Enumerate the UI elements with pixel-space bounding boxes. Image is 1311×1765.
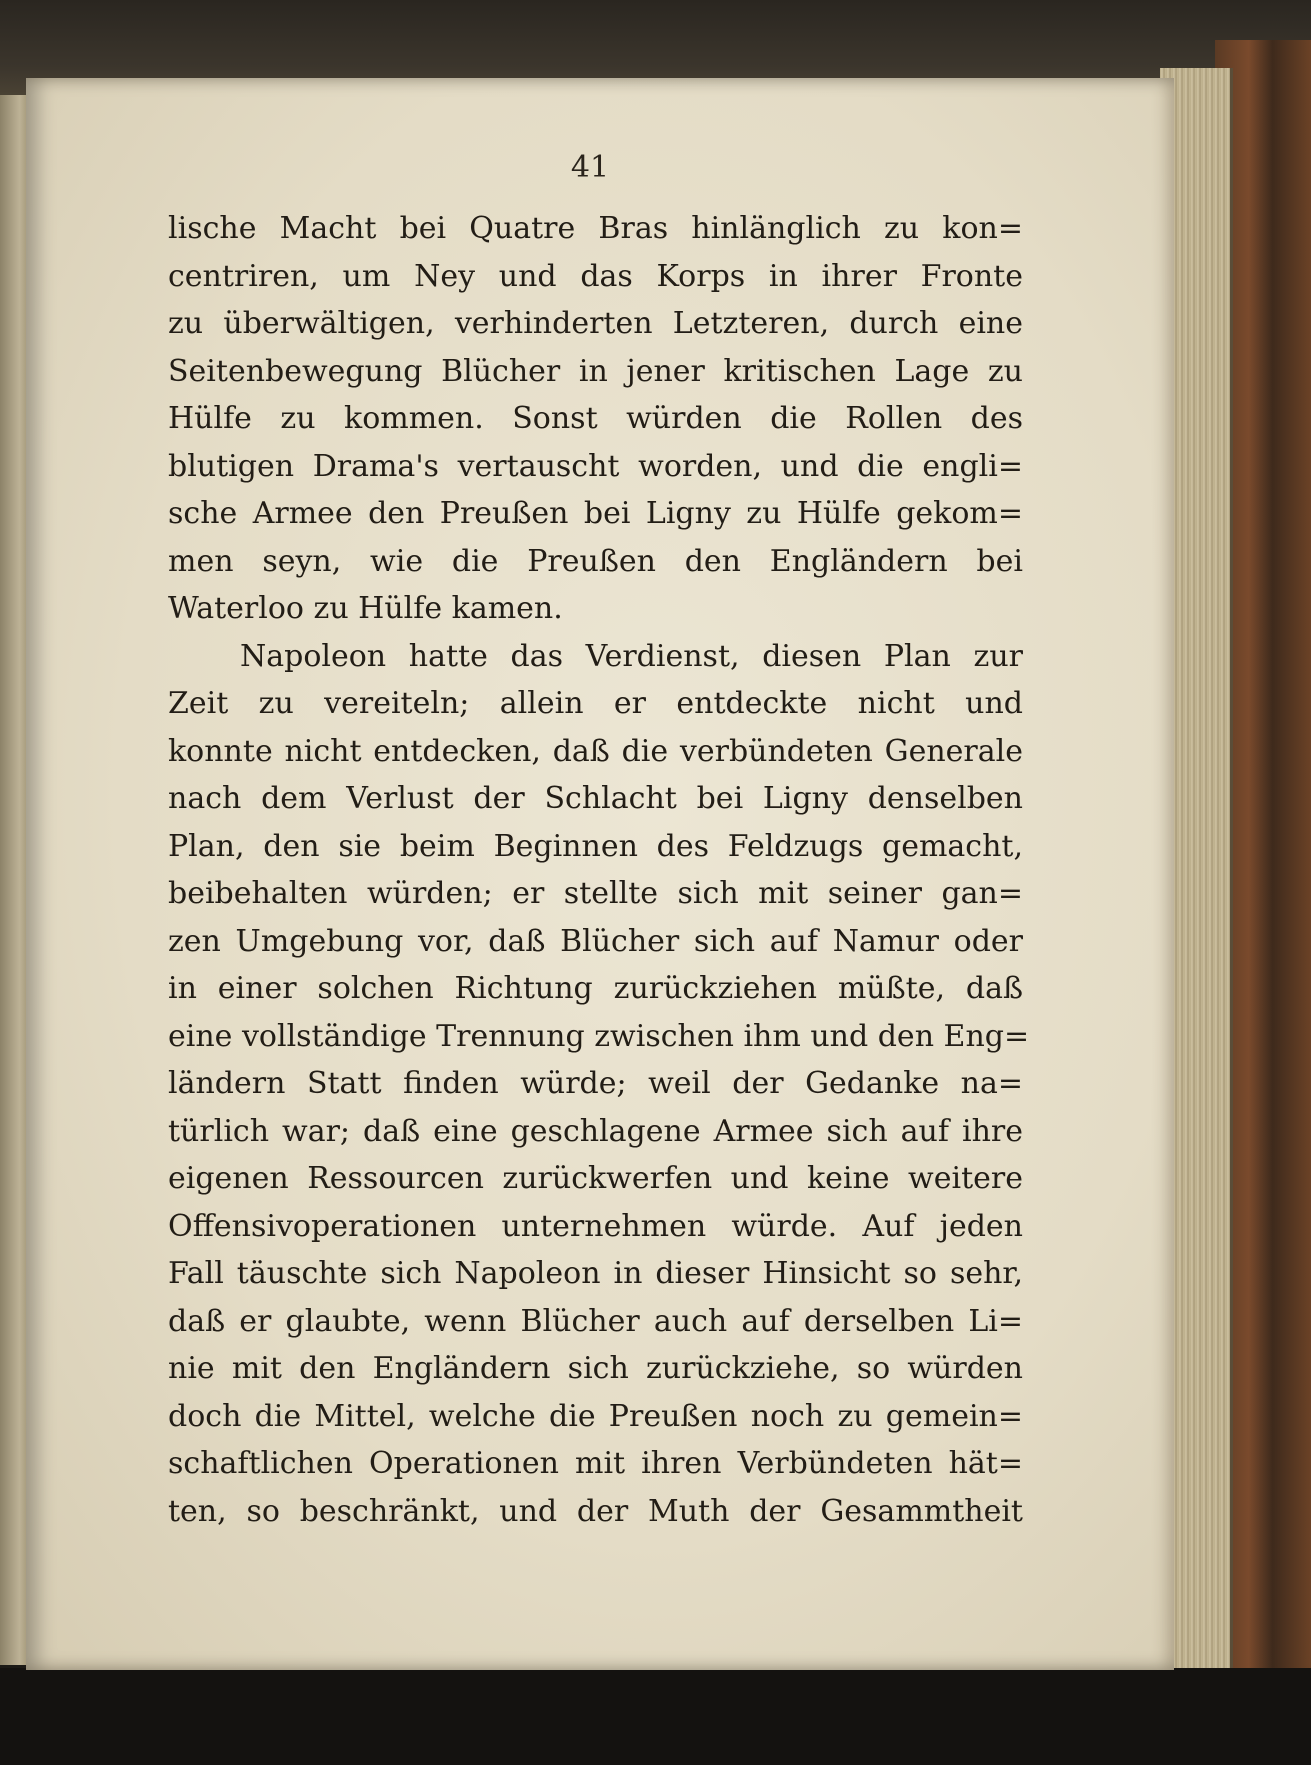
text-line: blutigen Drama's vertauscht worden, und die engli=: [168, 448, 1023, 484]
facing-page-edge: [0, 95, 28, 1665]
text-line: schaftlichen Operationen mit ihren Verbündeten hät=: [168, 1446, 1023, 1481]
text-line: centriren, um Ney und das Korps in ihrer Fronte: [168, 258, 1023, 294]
text-line: beibehalten würden; er stellte sich mit seiner gan=: [168, 876, 1023, 911]
text-line: zen Umgebung vor, daß Blücher sich auf Namur oder: [168, 923, 1023, 959]
text-line: konnte nicht entdecken, daß die verbündeten Generale: [168, 733, 1023, 769]
background-bottom: [0, 1668, 1311, 1765]
text-line: Offensivoperationen unternehmen würde. Auf jeden: [168, 1208, 1023, 1244]
page-number: 41: [570, 150, 610, 185]
text-line: Napoleon hatte das Verdienst, diesen Plan zur: [240, 638, 1023, 674]
text-line: men seyn, wie die Preußen den Engländern bei: [168, 543, 1023, 579]
text-line: Fall täuschte sich Napoleon in dieser Hinsicht so sehr,: [168, 1256, 1023, 1291]
text-line: eine vollständige Trennung zwischen ihm und den Eng=: [168, 1018, 1030, 1054]
text-line: Waterloo zu Hülfe kamen.: [168, 591, 563, 626]
text-line: doch die Mittel, welche die Preußen noch zu gemein=: [168, 1398, 1023, 1434]
text-line: nie mit den Engländern sich zurückziehe, so würden: [168, 1351, 1023, 1386]
text-line: ländern Statt finden würde; weil der Gedanke na=: [168, 1066, 1023, 1101]
text-line: türlich war; daß eine geschlagene Armee sich auf ihre: [168, 1113, 1023, 1149]
text-line: Plan, den sie beim Beginnen des Feldzugs gemacht,: [168, 828, 1023, 864]
text-line: lische Macht bei Quatre Bras hinlänglich zu kon=: [168, 211, 1023, 246]
text-line: ten, so beschränkt, und der Muth der Gesammtheit: [168, 1493, 1023, 1529]
text-line: daß er glaubte, wenn Blücher auch auf derselben Li=: [168, 1303, 1023, 1339]
text-line: eigenen Ressourcen zurückwerfen und keine weitere: [168, 1161, 1023, 1196]
text-line: Seitenbewegung Blücher in jener kritischen Lage zu: [168, 353, 1023, 389]
text-line: zu überwältigen, verhinderten Letzteren, durch eine: [168, 306, 1023, 341]
text-line: nach dem Verlust der Schlacht bei Ligny denselben: [168, 781, 1023, 816]
page-text: [168, 205, 1030, 1535]
text-line: Hülfe zu kommen. Sonst würden die Rollen des: [168, 401, 1023, 436]
text-line: sche Armee den Preußen bei Ligny zu Hülfe gekom=: [168, 496, 1023, 531]
text-line: Zeit zu vereiteln; allein er entdeckte nicht und: [168, 686, 1023, 721]
text-line: in einer solchen Richtung zurückziehen müßte, daß: [168, 971, 1023, 1006]
